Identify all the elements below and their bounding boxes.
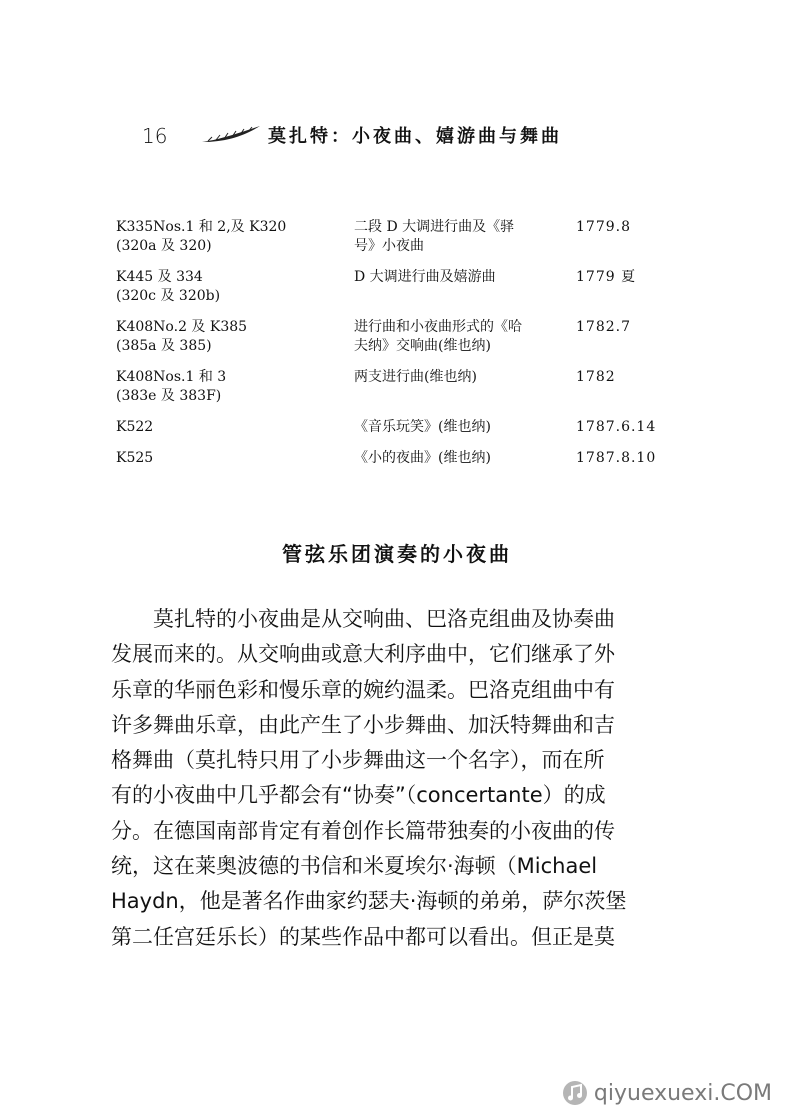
catalog-number bbox=[116, 449, 354, 468]
table-row bbox=[116, 368, 676, 406]
table-row bbox=[116, 268, 676, 306]
text-line: 分。在德国南部肯定有着创作长篇带独奏的小夜曲的传 bbox=[111, 818, 615, 843]
catalog-line: K335Nos.1 和 2,及 K320 bbox=[116, 219, 287, 235]
catalog-line: K408No.2 及 K385 bbox=[116, 319, 248, 335]
running-header bbox=[142, 118, 662, 158]
work-title bbox=[354, 368, 576, 406]
catalog-line: (385a 及 385) bbox=[116, 338, 212, 354]
text-line: Haydn，他是著名作曲家约瑟夫·海顿的弟弟，萨尔茨堡 bbox=[111, 889, 627, 914]
catalog-number bbox=[116, 418, 354, 437]
work-title bbox=[354, 268, 576, 306]
watermark bbox=[562, 1080, 772, 1106]
work-title bbox=[354, 449, 576, 468]
text-line: 乐章的华丽色彩和慢乐章的婉约温柔。巴洛克组曲中有 bbox=[111, 677, 615, 702]
work-title bbox=[354, 318, 576, 356]
table-row bbox=[116, 218, 676, 256]
text-line: 莫扎特的小夜曲是从交响曲、巴洛克组曲及协奏曲 bbox=[111, 607, 615, 631]
text-line: 发展而来的。从交响曲或意大利序曲中，它们继承了外 bbox=[111, 642, 615, 667]
title-line: 进行曲和小夜曲形式的《哈 bbox=[354, 319, 522, 335]
title-line: 号》小夜曲 bbox=[354, 238, 424, 254]
catalog-number bbox=[116, 318, 354, 356]
work-date: 1779 夏 bbox=[576, 269, 637, 285]
catalog-number bbox=[116, 268, 354, 306]
text-line: 统，这在莱奥波德的书信和米夏埃尔·海顿（Michael bbox=[111, 854, 598, 879]
catalog-line: K445 及 334 bbox=[116, 269, 203, 285]
catalog-line: K408Nos.1 和 3 bbox=[116, 369, 227, 385]
text-line: 许多舞曲乐章，由此产生了小步舞曲、加沃特舞曲和吉 bbox=[111, 712, 615, 737]
work-date: 1782 bbox=[576, 369, 616, 385]
text-line: 有的小夜曲中几乎都会有“协奏”（concertante）的成 bbox=[111, 783, 606, 808]
title-line: 二段 D 大调进行曲及《驿 bbox=[354, 219, 515, 235]
work-title bbox=[354, 418, 576, 437]
page-number: 16 bbox=[142, 124, 168, 148]
work-date: 1779.8 bbox=[576, 219, 631, 235]
title-line: 《音乐玩笑》(维也纳) bbox=[354, 419, 491, 435]
text-line: 第二任宫廷乐长）的某些作品中都可以看出。但正是莫 bbox=[111, 924, 615, 949]
catalog-line: (320a 及 320) bbox=[116, 238, 212, 254]
table-row bbox=[116, 318, 676, 356]
work-title bbox=[354, 218, 576, 256]
works-table bbox=[116, 218, 676, 480]
title-line: 《小的夜曲》(维也纳) bbox=[354, 450, 491, 466]
catalog-line: (320c 及 320b) bbox=[116, 288, 221, 304]
catalog-number bbox=[116, 368, 354, 406]
title-line: 两支进行曲(维也纳) bbox=[354, 369, 477, 385]
work-date: 1782.7 bbox=[576, 319, 631, 335]
body-paragraph bbox=[111, 602, 681, 955]
catalog-line: K525 bbox=[116, 450, 154, 466]
table-row bbox=[116, 449, 676, 468]
title-line: 夫纳》交响曲(维也纳) bbox=[354, 338, 491, 354]
work-date: 1787.6.14 bbox=[576, 419, 657, 435]
catalog-line: K522 bbox=[116, 419, 154, 435]
catalog-number bbox=[116, 218, 354, 256]
running-title: 莫扎特：小夜曲、嬉游曲与舞曲 bbox=[268, 126, 562, 147]
watermark-text: qiyuexuexi.COM bbox=[593, 1080, 772, 1106]
section-title: 管弦乐团演奏的小夜曲 bbox=[282, 542, 512, 566]
title-line: D 大调进行曲及嬉游曲 bbox=[354, 269, 496, 285]
work-date: 1787.8.10 bbox=[576, 450, 657, 466]
catalog-line: (383e 及 383F) bbox=[116, 388, 222, 404]
feather-ornament-icon bbox=[200, 124, 262, 146]
music-note-icon bbox=[562, 1080, 588, 1106]
text-line: 格舞曲（莫扎特只用了小步舞曲这一个名字），而在所 bbox=[111, 748, 605, 773]
table-row bbox=[116, 418, 676, 437]
